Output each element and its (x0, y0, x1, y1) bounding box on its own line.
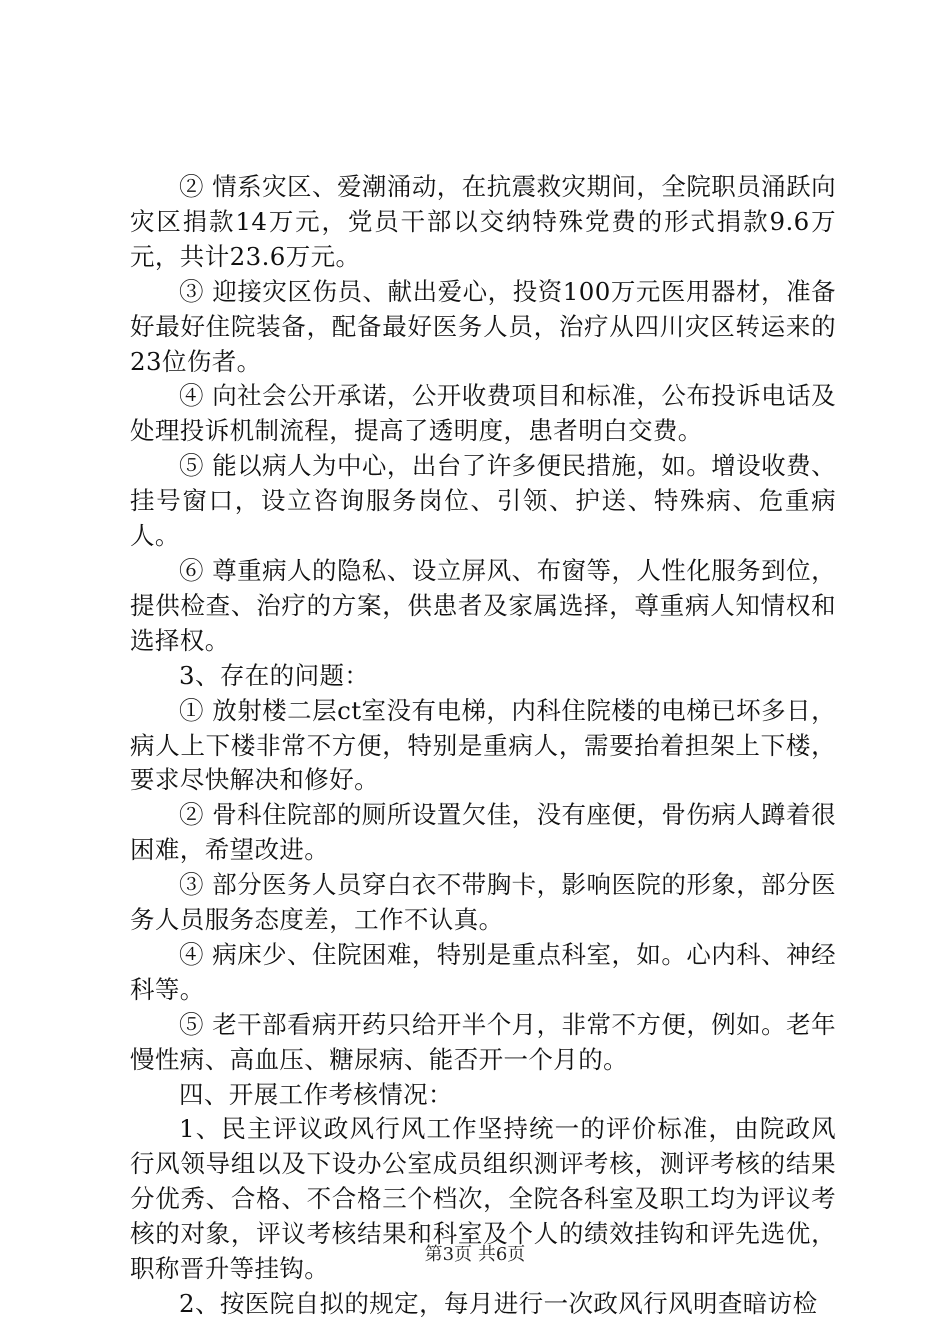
problem-item-1-elevator: ① 放射楼二层ct室没有电梯，内科住院楼的电梯已坏多日，病人上下楼非常不方便，特别是重病人，需要抬着担架上下楼，要求尽快解决和修好。 (130, 695, 836, 795)
problem-item-5-prescription: ⑤ 老干部看病开药只给开半个月，非常不方便，例如。老年慢性病、高血压、糖尿病、能否开一个月的。 (130, 1009, 836, 1074)
paragraph-item-3-wounded: ③ 迎接灾区伤员、献出爱心，投资100万元医用器材，准备好最好住院装备，配备最好医务人员，治疗从四川灾区转运来的23位伤者。 (130, 276, 836, 376)
paragraph-item-2-donation: ② 情系灾区、爱潮涌动，在抗震救灾期间，全院职员涌跃向灾区捐款14万元，党员干部以交纳特殊党费的形式捐款9.6万元，共计23.6万元。 (130, 172, 836, 271)
document-body (130, 170, 836, 1322)
page-footer: 第3页 共6页 (424, 1244, 526, 1265)
assessment-item-1-evaluation: 1、民主评议政风行风工作坚持统一的评价标准，由院政风行风领导组以及下设办公室成员组织测评考核，测评考核的结果分优秀、合格、不合格三个档次，全院各科室及职工均为评议考核的对象，评议考核结果和科室及个人的绩效挂钩和评先选优，职称晋升等挂钩。 (130, 1114, 836, 1284)
problem-item-3-badge: ③ 部分医务人员穿白衣不带胸卡，影响医院的形象，部分医务人员服务态度差，工作不认真。 (130, 870, 836, 935)
paragraph-item-4-public-commitment: ④ 向社会公开承诺，公开收费项目和标准，公布投诉电话及处理投诉机制流程，提高了透明度，患者明白交费。 (130, 381, 836, 446)
assessment-item-2-monthly-check: 2、按医院自拟的规定，每月进行一次政风行风明查暗访检 (179, 1289, 818, 1318)
problem-item-4-beds: ④ 病床少、住院困难，特别是重点科室，如。心内科、神经科等。 (130, 939, 836, 1004)
problem-item-2-toilet: ② 骨科住院部的厕所设置欠佳，没有座便，骨伤病人蹲着很困难，希望改进。 (130, 800, 836, 865)
paragraph-item-5-patient-centered: ⑤ 能以病人为中心，出台了许多便民措施，如。增设收费、挂号窗口，设立咨询服务岗位、引领、护送、特殊病、危重病人。 (130, 451, 836, 551)
section-heading-assessment: 四、开展工作考核情况： (179, 1079, 453, 1109)
paragraph-item-6-privacy: ⑥ 尊重病人的隐私、设立屏风、布窗等，人性化服务到位，提供检查、治疗的方案，供患者及家属选择，尊重病人知情权和选择权。 (130, 555, 836, 655)
section-heading-problems: 3、存在的问题： (179, 660, 370, 690)
